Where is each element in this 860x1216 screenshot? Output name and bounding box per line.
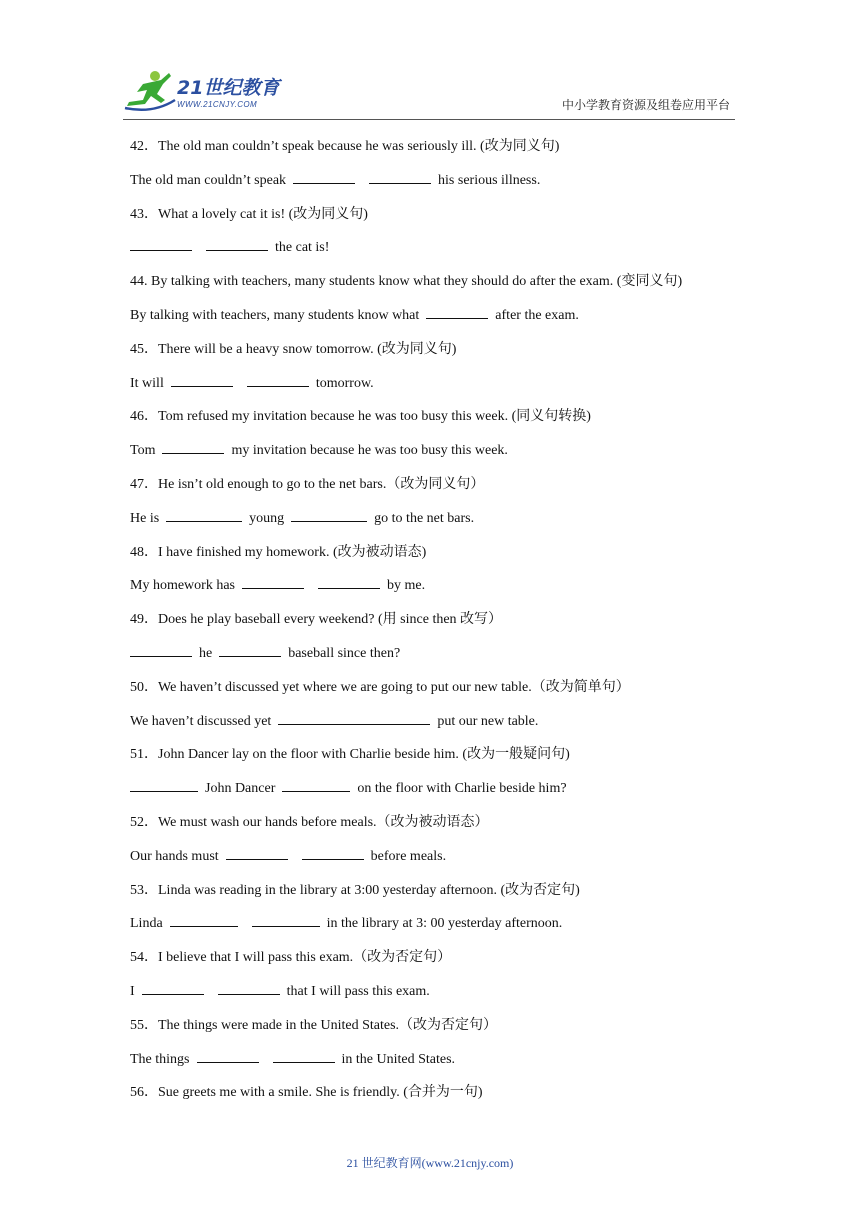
- question-line: [130, 271, 750, 305]
- line-text: 45．There will be a heavy snow tomorrow. (改为同义句): [130, 341, 457, 357]
- line-text: by me.: [387, 578, 426, 594]
- answer-blank[interactable]: [197, 1050, 259, 1063]
- logo-wordmark: 21世纪教育: [177, 77, 280, 99]
- question-line: [130, 1015, 750, 1049]
- exercise-list: [130, 136, 750, 1116]
- answer-blank[interactable]: [142, 982, 204, 995]
- line-text: after the exam.: [495, 307, 579, 323]
- answer-line: [130, 711, 750, 745]
- page-footer: 21 世纪教育网(www.21cnjy.com): [346, 1156, 514, 1170]
- answer-blank[interactable]: [166, 509, 242, 522]
- header-divider: [123, 119, 735, 120]
- line-text: Our hands must: [130, 848, 219, 864]
- line-text: The things: [130, 1051, 190, 1067]
- line-text: young: [249, 510, 285, 526]
- answer-line: [130, 440, 750, 474]
- line-text: 54．I believe that I will pass this exam.（改为否定句）: [130, 950, 452, 966]
- question-line: [130, 880, 750, 914]
- line-text: It will: [130, 375, 164, 391]
- line-text: 52．We must wash our hands before meals.（改为被动语态）: [130, 814, 489, 830]
- answer-blank[interactable]: [426, 306, 488, 319]
- line-text: before meals.: [370, 848, 447, 864]
- question-line: [130, 812, 750, 846]
- line-text: I: [130, 983, 135, 999]
- line-text: 46．Tom refused my invitation because he was too busy this week. (同义句转换): [130, 409, 591, 425]
- line-text: in the United States.: [341, 1051, 456, 1067]
- answer-blank[interactable]: [162, 441, 224, 454]
- line-text: that I will pass this exam.: [286, 983, 430, 999]
- question-line: [130, 406, 750, 440]
- header-tagline: 中小学教育资源及组卷应用平台: [561, 98, 730, 112]
- answer-blank[interactable]: [219, 644, 281, 657]
- answer-blank[interactable]: [130, 779, 198, 792]
- answer-line: [130, 508, 750, 542]
- line-text: 49．Does he play baseball every weekend? (用 since then 改写）: [130, 612, 503, 628]
- answer-line: [130, 1049, 750, 1083]
- answer-line: [130, 305, 750, 339]
- question-line: [130, 204, 750, 238]
- answer-blank[interactable]: [171, 374, 233, 387]
- line-text: go to the net bars.: [374, 510, 475, 526]
- answer-line: [130, 575, 750, 609]
- question-line: [130, 609, 750, 643]
- line-text: my invitation because he was too busy this week.: [231, 443, 508, 459]
- line-text: 53．Linda was reading in the library at 3:00 yesterday afternoon. (改为否定句): [130, 882, 580, 898]
- line-text: baseball since then?: [288, 645, 401, 661]
- answer-line: [130, 170, 750, 204]
- answer-blank[interactable]: [318, 576, 380, 589]
- answer-blank[interactable]: [247, 374, 309, 387]
- answer-blank[interactable]: [282, 779, 350, 792]
- line-text: He is: [130, 510, 160, 526]
- line-text: 47．He isn’t old enough to go to the net bars.（改为同义句）: [130, 476, 485, 492]
- line-text: 51．John Dancer lay on the floor with Charlie beside him. (改为一般疑问句): [130, 747, 570, 763]
- question-line: [130, 542, 750, 576]
- answer-blank[interactable]: [302, 847, 364, 860]
- line-text: put our new table.: [437, 713, 539, 729]
- line-text: My homework has: [130, 578, 235, 594]
- line-text: tomorrow.: [315, 375, 374, 391]
- line-text: The old man couldn’t speak: [130, 172, 287, 188]
- question-line: [130, 474, 750, 508]
- line-text: Linda: [130, 916, 163, 932]
- question-line: [130, 339, 750, 373]
- answer-blank[interactable]: [206, 238, 268, 251]
- line-text: 42．The old man couldn’t speak because he was seriously ill. (改为同义句): [130, 139, 560, 154]
- line-text: 55．The things were made in the United States.（改为否定句）: [130, 1017, 498, 1033]
- answer-blank[interactable]: [273, 1050, 335, 1063]
- question-line: [130, 947, 750, 981]
- question-line: [130, 1082, 750, 1116]
- question-line: [130, 677, 750, 711]
- answer-blank[interactable]: [291, 509, 367, 522]
- answer-blank[interactable]: [293, 171, 355, 184]
- line-text: 43．What a lovely cat it is! (改为同义句): [130, 206, 368, 222]
- line-text: on the floor with Charlie beside him?: [357, 781, 567, 797]
- answer-line: [130, 913, 750, 947]
- line-text: We haven’t discussed yet: [130, 713, 272, 729]
- line-text: he: [199, 645, 213, 661]
- answer-line: [130, 981, 750, 1015]
- question-line: [130, 744, 750, 778]
- answer-blank[interactable]: [226, 847, 288, 860]
- line-text: 56．Sue greets me with a smile. She is friendly. (合并为一句): [130, 1085, 483, 1101]
- answer-blank[interactable]: [278, 712, 430, 725]
- line-text: John Dancer: [205, 781, 276, 797]
- line-text: the cat is!: [275, 240, 330, 256]
- answer-blank[interactable]: [369, 171, 431, 184]
- line-text: By talking with teachers, many students know what: [130, 307, 420, 323]
- answer-line: [130, 643, 750, 677]
- line-text: Tom: [130, 443, 156, 459]
- line-text: 50．We haven’t discussed yet where we are going to put our new table.（改为简单句）: [130, 679, 630, 695]
- line-text: 48．I have finished my homework. (改为被动语态): [130, 544, 427, 560]
- answer-blank[interactable]: [218, 982, 280, 995]
- line-text: 44. By talking with teachers, many students know what they should do after the exam. (变同义句): [130, 274, 683, 290]
- answer-blank[interactable]: [252, 914, 320, 927]
- answer-blank[interactable]: [130, 644, 192, 657]
- answer-blank[interactable]: [170, 914, 238, 927]
- site-logo: [123, 70, 293, 114]
- page-header: [0, 0, 860, 120]
- answer-blank[interactable]: [130, 238, 192, 251]
- line-text: his serious illness.: [438, 172, 541, 188]
- answer-line: [130, 846, 750, 880]
- logo-url-text: WWW.21CNJY.COM: [177, 100, 258, 109]
- question-line: [130, 136, 750, 170]
- answer-line: [130, 778, 750, 812]
- answer-line: [130, 237, 750, 271]
- answer-line: [130, 373, 750, 407]
- answer-blank[interactable]: [242, 576, 304, 589]
- line-text: in the library at 3: 00 yesterday afternoon.: [326, 916, 563, 932]
